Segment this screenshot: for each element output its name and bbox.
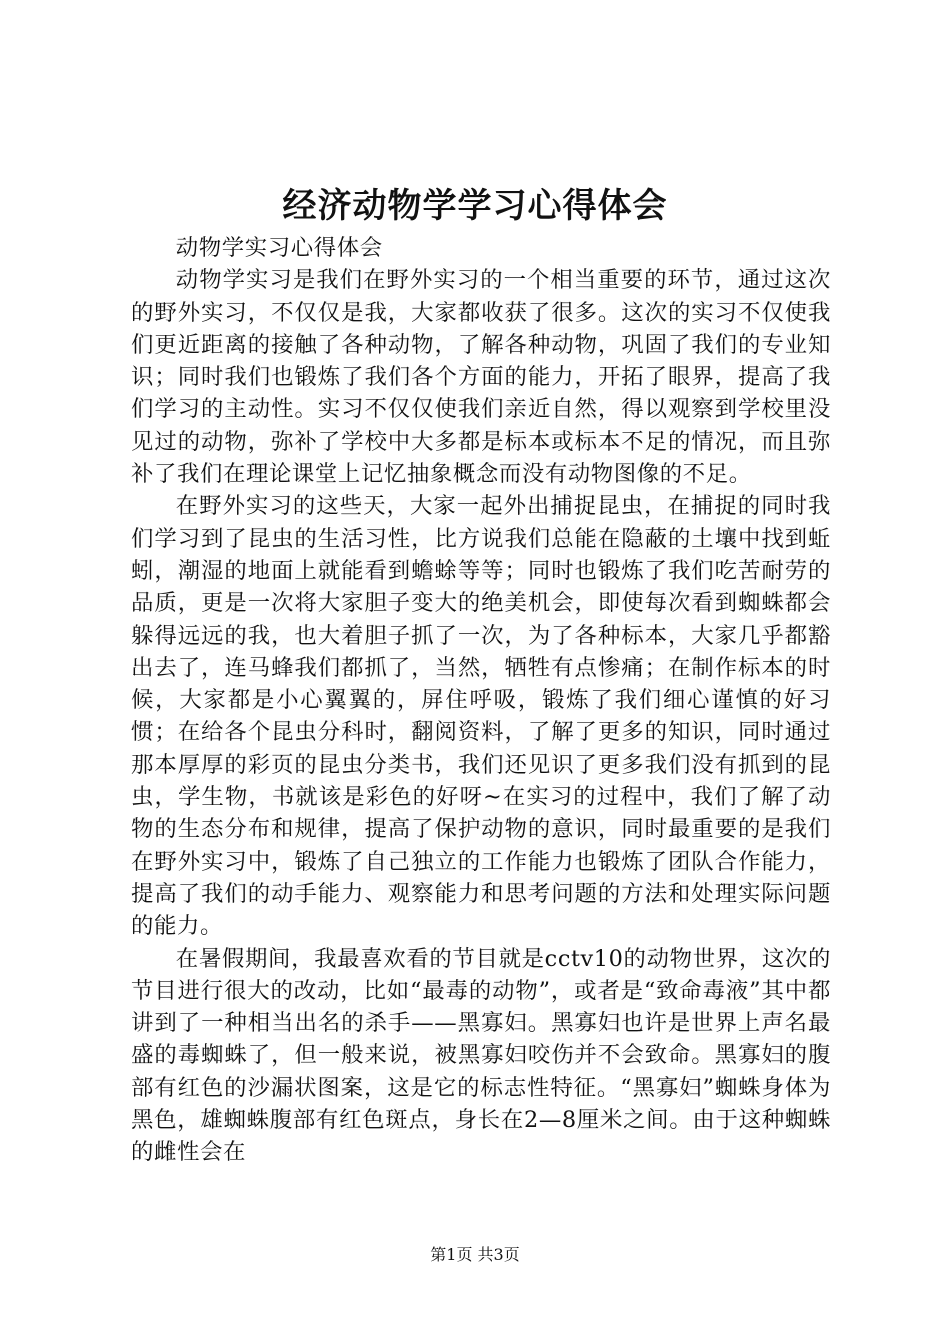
paragraph: 在暑假期间，我最喜欢看的节目就是cctv10的动物世界，这次的节目进行很大的改动，比如“最毒的动物”，或者是“致命毒液”其中都讲到了一种相当出名的杀手——黑寡妇。黑寡妇也许是世界上声名最盛的毒蜘蛛了，但一般来说，被黑寡妇咬伤并不会致命。黑寡妇的腹部有红色的沙漏状图案，这是它的标志性特征。“黑寡妇”蜘蛛身体为黑色，雄蜘蛛腹部有红色斑点，身长在2—8厘米之间。由于这种蜘蛛的雌性会在 <box>131 945 831 1166</box>
document-title: 经济动物学学习心得体会 <box>282 186 668 226</box>
paragraph: 动物学实习是我们在野外实习的一个相当重要的环节，通过这次的野外实习，不仅仅是我，大家都收获了很多。这次的实习不仅使我们更近距离的接触了各种动物，了解各种动物，巩固了我们的专业知识；同时我们也锻炼了我们各个方面的能力，开拓了眼界，提高了我们学习的主动性。实习不仅仅使我们亲近自然，得以观察到学校里没见过的动物，弥补了学校中大多都是标本或标本不足的情况，而且弥补了我们在理论课堂上记忆抽象概念而没有动物图像的不足。 <box>131 267 831 488</box>
paragraph-subtitle: 动物学实习心得体会 <box>175 235 383 261</box>
page-number-footer: 第1页 共3页 <box>430 1245 520 1264</box>
paragraph: 在野外实习的这些天，大家一起外出捕捉昆虫，在捕捉的同时我们学习到了昆虫的生活习性，比方说我们总能在隐蔽的土壤中找到蚯蚓，潮湿的地面上就能看到蟾蜍等等；同时也锻炼了我们吃苦耐劳的品质，更是一次将大家胆子变大的绝美机会，即使每次看到蜘蛛都会躲得远远的我，也大着胆子抓了一次，为了各种标本，大家几乎都豁出去了，连马蜂我们都抓了，当然，牺牲有点惨痛；在制作标本的时候，大家都是小心翼翼的，屏住呼吸，锻炼了我们细心谨慎的好习惯；在给各个昆虫分科时，翻阅资料，了解了更多的知识，同时通过那本厚厚的彩页的昆虫分类书，我们还见识了更多我们没有抓到的昆虫，学生物，书就该是彩色的好呀~在实习的过程中，我们了解了动物的生态分布和规律，提高了保护动物的意识，同时最重要的是我们在野外实习中，锻炼了自己独立的工作能力也锻炼了团队合作能力，提高了我们的动手能力、观察能力和思考问题的方法和处理实际问题的能力。 <box>131 493 831 940</box>
document-body <box>131 232 831 1169</box>
